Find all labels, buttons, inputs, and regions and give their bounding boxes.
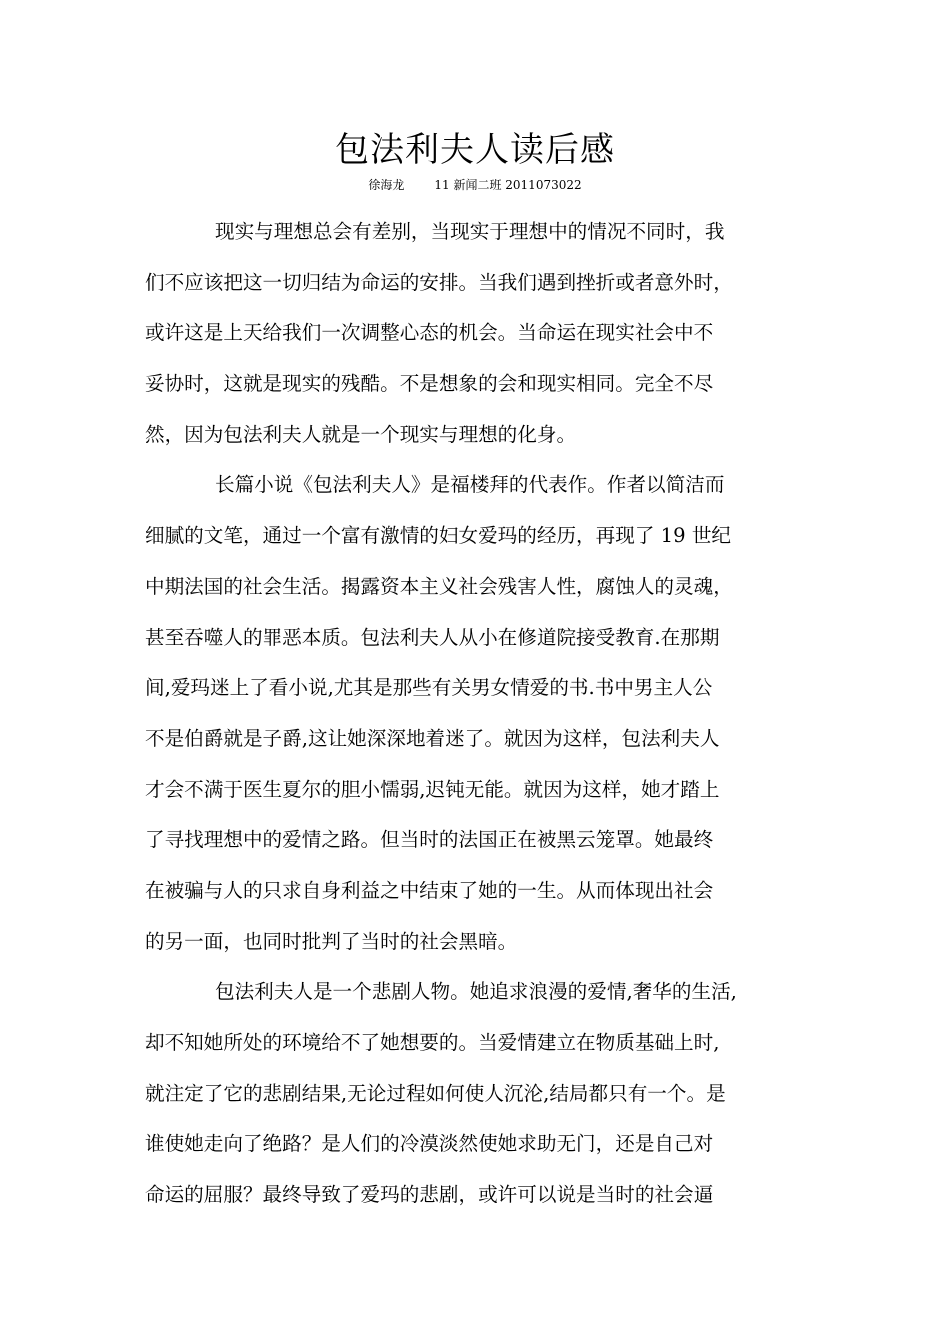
- text-line: 了寻找理想中的爱情之路。但当时的法国正在被黑云笼罩。她最终: [145, 828, 714, 852]
- text-line: 长篇小说《包法利夫人》是福楼拜的代表作。作者以简洁而: [215, 473, 725, 497]
- paragraph-3: [145, 967, 813, 1220]
- byline: [0, 177, 950, 193]
- document-title: 包法利夫人读后感: [335, 130, 615, 170]
- text-line: 却不知她所处的环境给不了她想要的。当爱情建立在物质基础上时,: [145, 1031, 720, 1054]
- text-line: 包法利夫人是一个悲剧人物。她追求浪漫的爱情,奢华的生活,: [215, 980, 737, 1004]
- text-line: 中期法国的社会生活。揭露资本主义社会残害人性，腐蚀人的灵魂，: [145, 574, 733, 598]
- text-line: 甚至吞噬人的罪恶本质。包法利夫人从小在修道院接受教育.在那期: [145, 625, 720, 649]
- paragraph-1: [145, 207, 813, 460]
- text-line: 的另一面，也同时批判了当时的社会黑暗。: [145, 929, 518, 953]
- document-body: [145, 207, 813, 1221]
- text-line: 细腻的文笔，通过一个富有激情的妇女爱玛的经历，再现了 19 世纪: [145, 524, 732, 548]
- text-line: 才会不满于医生夏尔的胆小懦弱,迟钝无能。就因为这样，她才踏上: [145, 777, 720, 801]
- text-line: 在被骗与人的只求自身利益之中结束了她的一生。从而体现出社会: [145, 878, 714, 902]
- text-line: 不是伯爵就是子爵,这让她深深地着迷了。就因为这样，包法利夫人: [145, 726, 720, 750]
- paragraph-2: [145, 460, 813, 967]
- class-info: 11 新闻二班 2011073022: [434, 178, 582, 192]
- text-line: 们不应该把这一切归结为命运的安排。当我们遇到挫折或者意外时，: [145, 270, 733, 294]
- text-line: 或许这是上天给我们一次调整心态的机会。当命运在现实社会中不: [145, 321, 714, 345]
- text-line: 然，因为包法利夫人就是一个现实与理想的化身。: [145, 422, 577, 446]
- text-line: 妥协时，这就是现实的残酷。不是想象的会和现实相同。完全不尽: [145, 372, 714, 396]
- text-line: 现实与理想总会有差别，当现实于理想中的情况不同时，我: [215, 220, 725, 243]
- text-line: 命运的屈服？最终导致了爱玛的悲剧，或许可以说是当时的社会逼: [145, 1183, 714, 1207]
- text-line: 谁使她走向了绝路？是人们的冷漠淡然使她求助无门，还是自己对: [145, 1132, 714, 1156]
- author-name: 徐海龙: [368, 178, 405, 192]
- text-line: 间,爱玛迷上了看小说,尤其是那些有关男女情爱的书.书中男主人公: [145, 676, 713, 700]
- text-line: 就注定了它的悲剧结果,无论过程如何使人沉沦,结局都只有一个。是: [145, 1081, 726, 1105]
